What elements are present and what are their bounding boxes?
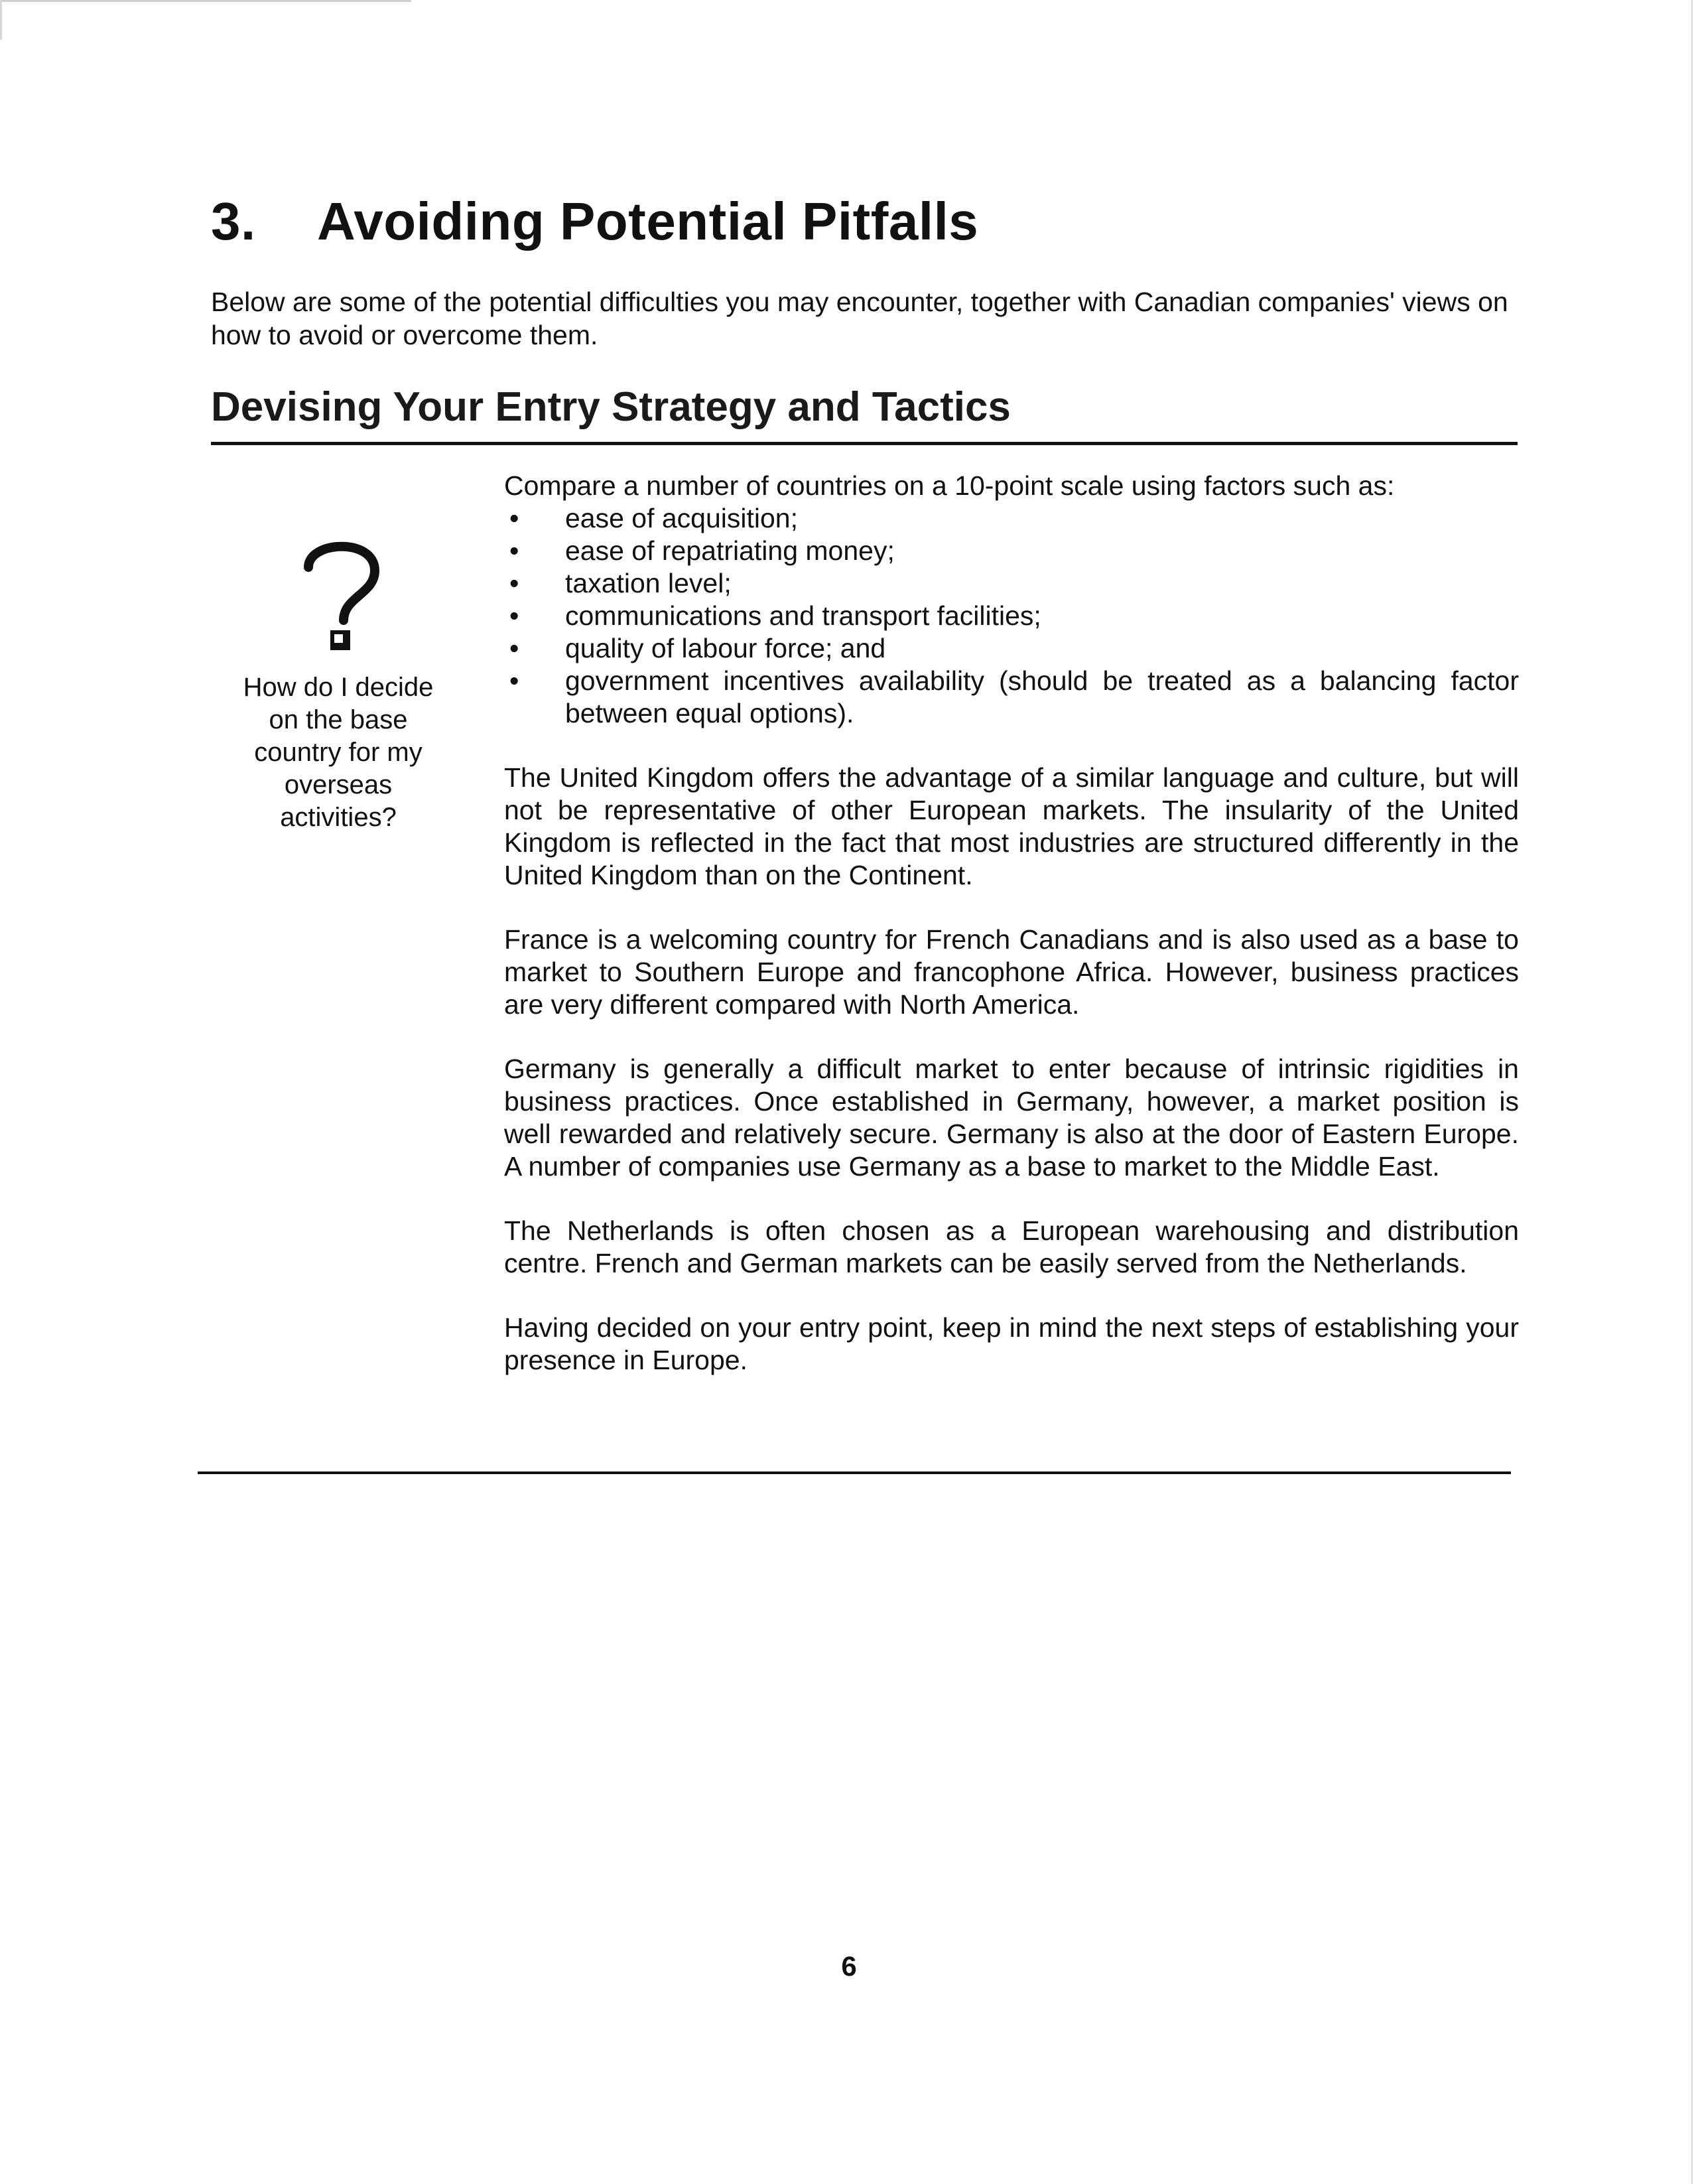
factors-lead: Compare a number of countries on a 10-point scale using factors such as: [504,470,1395,501]
section-heading: Devising Your Entry Strategy and Tactics [211,384,1011,430]
list-item: • communications and transport facilities; [504,600,1519,632]
paragraph-france: France is a welcoming country for French Canadians and is also used as a base to market to Southern Europe and francophone Africa. However, business practices are very different compared with North America. [504,924,1519,1020]
page-number: 6 [841,1950,857,1982]
side-question: How do I decide on the base country for my overseas activities? [243,673,434,832]
list-item: • government incentives availability (should be treated as a balancing factor between equal options). [504,665,1519,730]
scan-right-edge [1691,0,1693,2184]
list-item: • taxation level; [504,567,1519,600]
chapter-number: 3. [211,192,256,251]
section-body [504,470,1519,1377]
chapter-title-text: Avoiding Potential Pitfalls [317,192,979,251]
chapter-title [211,191,978,252]
scan-top-edge [0,0,411,2]
list-item: • quality of labour force; and [504,632,1519,665]
section-rule-bottom [198,1471,1511,1474]
section-rule-top [211,442,1518,445]
chapter-intro: Below are some of the potential difficulties you may encounter, together with Canadian companies' views on how to avoid or overcome them. [211,287,1508,350]
list-item: • ease of acquisition; [504,502,1519,535]
question-mark-icon [292,531,391,657]
paragraph-conclusion: Having decided on your entry point, keep in mind the next steps of establishing your presence in Europe. [504,1312,1519,1375]
factors-list [504,502,1519,730]
paragraph-netherlands: The Netherlands is often chosen as a European warehousing and distribution centre. French and German markets can be easily served from the Netherlands. [504,1215,1519,1278]
paragraph-germany: Germany is generally a difficult market to enter because of intrinsic rigidities in business practices. Once established in Germany, however, a market position is well rewarded and relatively secure. Germany is also at the door of Eastern Europe. A number of companies use Germany as a base to market to the Middle East. [504,1054,1519,1182]
paragraph-united-kingdom: The United Kingdom offers the advantage of a similar language and culture, but will not be representative of other European markets. The insularity of the United Kingdom is reflected in the fact that most industries are structured differently in the United Kingdom than on the Continent. [504,762,1519,890]
scan-left-edge [0,0,2,40]
list-item: • ease of repatriating money; [504,535,1519,567]
